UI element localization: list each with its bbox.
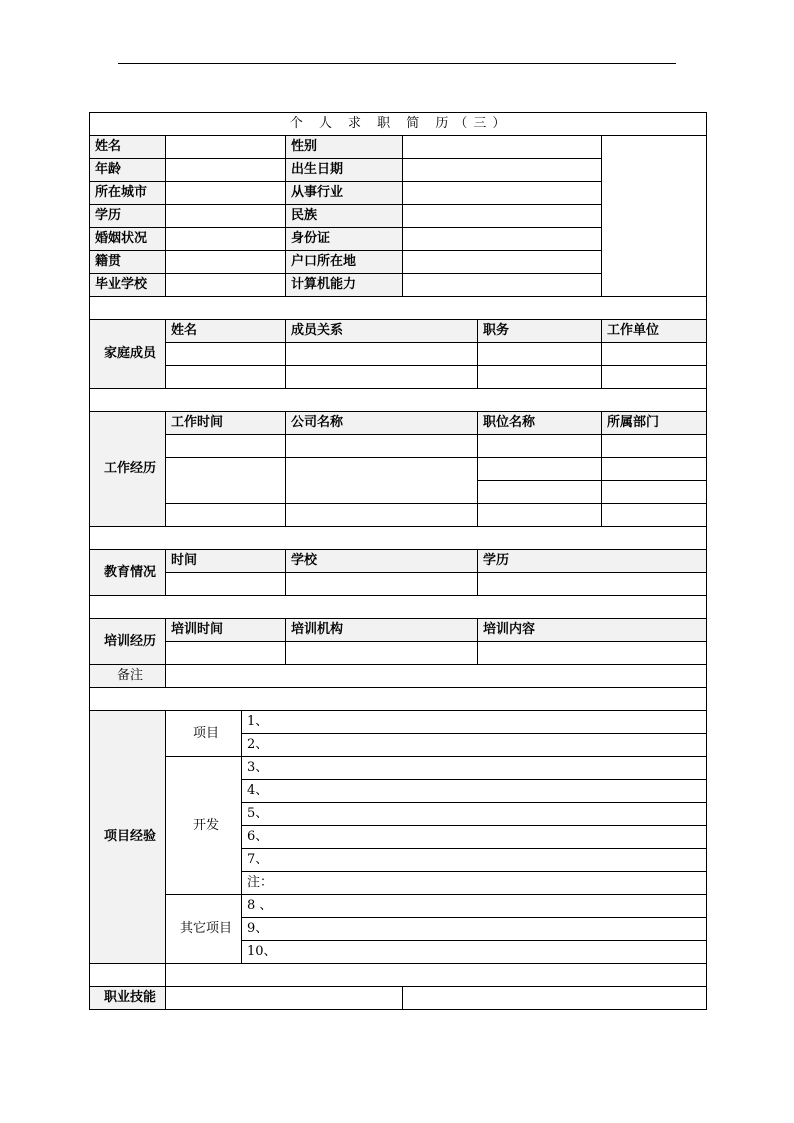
spacer-row — [90, 527, 707, 550]
label-marital: 婚姻状况 — [90, 228, 166, 251]
label-gender: 性别 — [286, 136, 403, 159]
work-header-company: 公司名称 — [286, 412, 478, 435]
family-cell[interactable] — [166, 343, 286, 366]
family-cell[interactable] — [166, 366, 286, 389]
project-group-project: 项目 — [166, 711, 242, 757]
label-ethnicity: 民族 — [286, 205, 403, 228]
training-header-time: 培训时间 — [166, 619, 286, 642]
project-line[interactable]: 8 、 — [242, 895, 707, 918]
label-id: 身份证 — [286, 228, 403, 251]
spacer-row — [90, 297, 707, 320]
project-line[interactable]: 7、 — [242, 849, 707, 872]
education-section-label: 教育情况 — [90, 550, 166, 596]
work-cell[interactable] — [286, 435, 478, 458]
label-birthdate: 出生日期 — [286, 159, 403, 182]
work-section-label: 工作经历 — [90, 412, 166, 527]
training-cell[interactable] — [286, 642, 478, 665]
project-line[interactable]: 5、 — [242, 803, 707, 826]
work-header-title: 职位名称 — [478, 412, 602, 435]
label-computer: 计算机能力 — [286, 274, 403, 297]
family-section-label: 家庭成员 — [90, 320, 166, 389]
family-header-employer: 工作单位 — [602, 320, 707, 343]
education-cell[interactable] — [478, 573, 707, 596]
training-cell[interactable] — [166, 642, 286, 665]
work-cell[interactable] — [478, 481, 602, 504]
work-cell[interactable] — [286, 458, 478, 504]
field-name[interactable] — [166, 136, 286, 159]
family-cell[interactable] — [478, 366, 602, 389]
education-header-time: 时间 — [166, 550, 286, 573]
project-line[interactable]: 9、 — [242, 918, 707, 941]
family-cell[interactable] — [286, 366, 478, 389]
field-id[interactable] — [403, 228, 602, 251]
training-header-content: 培训内容 — [478, 619, 707, 642]
remarks-field[interactable] — [166, 665, 707, 688]
education-cell[interactable] — [286, 573, 478, 596]
label-education: 学历 — [90, 205, 166, 228]
form-title: 个 人 求 职 简 历（三） — [90, 113, 707, 136]
family-header-position: 职务 — [478, 320, 602, 343]
family-cell[interactable] — [286, 343, 478, 366]
field-city[interactable] — [166, 182, 286, 205]
family-cell[interactable] — [478, 343, 602, 366]
training-header-org: 培训机构 — [286, 619, 478, 642]
skills-field[interactable] — [166, 987, 403, 1010]
photo-box[interactable] — [602, 136, 707, 297]
project-line[interactable]: 3、 — [242, 757, 707, 780]
family-header-name: 姓名 — [166, 320, 286, 343]
project-group-other: 其它项目 — [166, 895, 242, 964]
blank-cell — [90, 964, 166, 987]
training-section-label: 培训经历 — [90, 619, 166, 665]
field-computer[interactable] — [403, 274, 602, 297]
education-header-degree: 学历 — [478, 550, 707, 573]
project-line[interactable]: 2、 — [242, 734, 707, 757]
field-ethnicity[interactable] — [403, 205, 602, 228]
training-cell[interactable] — [478, 642, 707, 665]
project-line[interactable]: 4、 — [242, 780, 707, 803]
work-cell[interactable] — [478, 504, 602, 527]
work-cell[interactable] — [478, 458, 602, 481]
field-school[interactable] — [166, 274, 286, 297]
project-line[interactable]: 10、 — [242, 941, 707, 964]
remarks-label: 备注 — [90, 665, 166, 688]
education-cell[interactable] — [166, 573, 286, 596]
label-industry: 从事行业 — [286, 182, 403, 205]
work-cell[interactable] — [602, 504, 707, 527]
spacer-row — [90, 596, 707, 619]
work-cell[interactable] — [166, 504, 286, 527]
spacer-row — [90, 389, 707, 412]
label-school: 毕业学校 — [90, 274, 166, 297]
label-native-place: 籍贯 — [90, 251, 166, 274]
work-cell[interactable] — [602, 458, 707, 481]
project-line[interactable]: 6、 — [242, 826, 707, 849]
work-cell[interactable] — [286, 504, 478, 527]
field-marital[interactable] — [166, 228, 286, 251]
work-cell[interactable] — [166, 435, 286, 458]
family-cell[interactable] — [602, 366, 707, 389]
work-header-time: 工作时间 — [166, 412, 286, 435]
work-cell[interactable] — [602, 435, 707, 458]
field-gender[interactable] — [403, 136, 602, 159]
blank-cell[interactable] — [166, 964, 707, 987]
label-hukou: 户口所在地 — [286, 251, 403, 274]
label-city: 所在城市 — [90, 182, 166, 205]
family-cell[interactable] — [602, 343, 707, 366]
skills-field[interactable] — [403, 987, 707, 1010]
field-industry[interactable] — [403, 182, 602, 205]
field-hukou[interactable] — [403, 251, 602, 274]
project-line[interactable]: 1、 — [242, 711, 707, 734]
project-note[interactable]: 注： — [242, 872, 707, 895]
spacer-row — [90, 688, 707, 711]
field-native-place[interactable] — [166, 251, 286, 274]
resume-form — [89, 112, 707, 1010]
label-name: 姓名 — [90, 136, 166, 159]
work-cell[interactable] — [602, 481, 707, 504]
project-group-development: 开发 — [166, 757, 242, 895]
work-header-dept: 所属部门 — [602, 412, 707, 435]
header-rule — [118, 63, 676, 64]
projects-section-label: 项目经验 — [90, 711, 166, 964]
field-education[interactable] — [166, 205, 286, 228]
education-header-school: 学校 — [286, 550, 478, 573]
work-cell[interactable] — [166, 458, 286, 504]
label-age: 年龄 — [90, 159, 166, 182]
work-cell[interactable] — [478, 435, 602, 458]
field-birthdate[interactable] — [403, 159, 602, 182]
field-age[interactable] — [166, 159, 286, 182]
family-header-relation: 成员关系 — [286, 320, 478, 343]
skills-label: 职业技能 — [90, 987, 166, 1010]
